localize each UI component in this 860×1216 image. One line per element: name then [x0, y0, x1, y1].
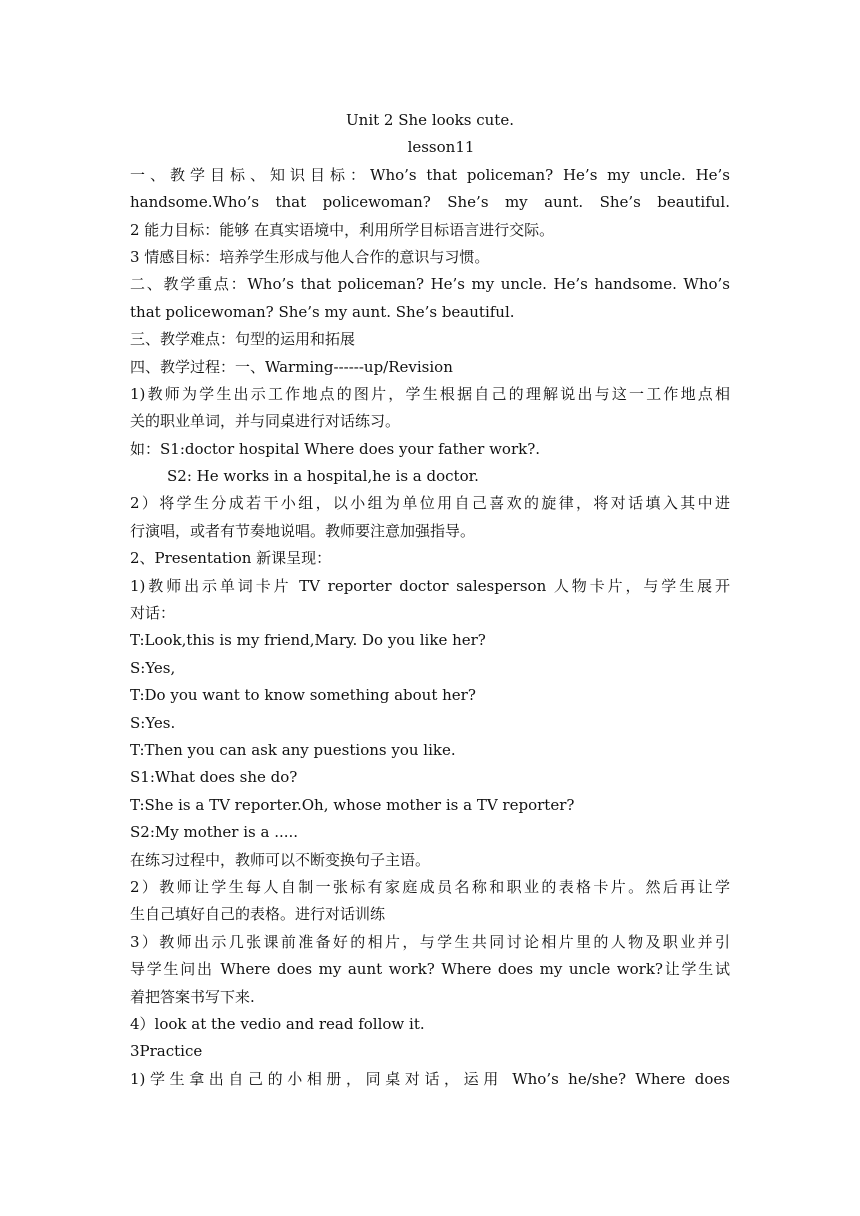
- paragraph-line: 4）look at the vedio and read follow it.: [130, 1014, 425, 1033]
- paragraph-line: 生自己填好自己的表格。进行对话训练: [130, 905, 386, 924]
- paragraph-line: 在练习过程中，教师可以不断变换句子主语。: [130, 850, 431, 869]
- paragraph-line: 1)教师为学生出示工作地点的图片，学生根据自己的理解说出与这一工作地点相: [130, 384, 730, 403]
- paragraph-line: 导学生问出 Where does my aunt work? Where does my uncle work?让学生试: [130, 960, 730, 979]
- paragraph-line: 2）将学生分成若干小组，以小组为单位用自己喜欢的旋律，将对话填入其中进: [130, 494, 730, 513]
- paragraph-line: 1)学生拿出自己的小相册，同桌对话，运用 Who’s he/she? Where does: [130, 1069, 730, 1088]
- document-page: [130, 107, 730, 1093]
- paragraph-line: T:Do you want to know something about her?: [130, 686, 476, 705]
- paragraph-line: T:She is a TV reporter.Oh, whose mother is a TV reporter?: [130, 795, 575, 814]
- paragraph-line: S:Yes,: [130, 658, 176, 677]
- paragraph-line: S2:My mother is a .....: [130, 823, 299, 842]
- paragraph-line: S:Yes.: [130, 713, 176, 732]
- paragraph-line: 1)教师出示单词卡片 TV reporter doctor salesperson 人物卡片，与学生展开: [130, 576, 730, 595]
- paragraph-line: 3）教师出示几张课前准备好的相片，与学生共同讨论相片里的人物及职业并引: [130, 932, 730, 951]
- paragraph-line: T:Then you can ask any puestions you like.: [130, 740, 456, 759]
- paragraph-line: 行演唱，或者有节奏地说唱。教师要注意加强指导。: [130, 521, 476, 540]
- paragraph-line: T:Look,this is my friend,Mary. Do you like her?: [130, 631, 486, 650]
- paragraph-line: 二、教学重点：Who’s that policeman? He’s my uncle. He’s handsome. Who’s: [130, 275, 730, 294]
- paragraph-line: 2）教师让学生每人自制一张标有家庭成员名称和职业的表格卡片。然后再让学: [130, 877, 730, 896]
- paragraph-line: 着把答案书写下来.: [130, 987, 255, 1006]
- document-subtitle: lesson11: [407, 138, 475, 157]
- paragraph-line: 对话：: [130, 604, 176, 623]
- paragraph-line: S2: He works in a hospital,he is a doctor.: [167, 467, 479, 486]
- paragraph-line: 2、Presentation 新课呈现：: [130, 549, 332, 568]
- paragraph-line: 关的职业单词，并与同桌进行对话练习。: [130, 412, 401, 431]
- paragraph-line: 一、教学目标、知识目标：Who’s that policeman? He’s my uncle. He’s: [130, 165, 730, 184]
- paragraph-line: that policewoman? She’s my aunt. She’s beautiful.: [130, 302, 515, 321]
- paragraph-line: handsome.Who’s that policewoman? She’s my aunt. She’s beautiful.: [130, 193, 730, 212]
- paragraph-line: S1:What does she do?: [130, 768, 298, 787]
- paragraph-line: 3 情感目标：培养学生形成与他人合作的意识与习惯。: [130, 247, 490, 266]
- document-title: Unit 2 She looks cute.: [346, 111, 514, 129]
- paragraph-line: 四、教学过程：一、Warming------up/Revision: [130, 357, 453, 376]
- paragraph-line: 如：S1:doctor hospital Where does your father work?.: [130, 439, 541, 458]
- paragraph-line: 3Practice: [130, 1042, 203, 1061]
- paragraph-line: 2 能力目标：能够 在真实语境中，利用所学目标语言进行交际。: [130, 220, 555, 239]
- paragraph-line: 三、教学难点：句型的运用和拓展: [130, 330, 356, 349]
